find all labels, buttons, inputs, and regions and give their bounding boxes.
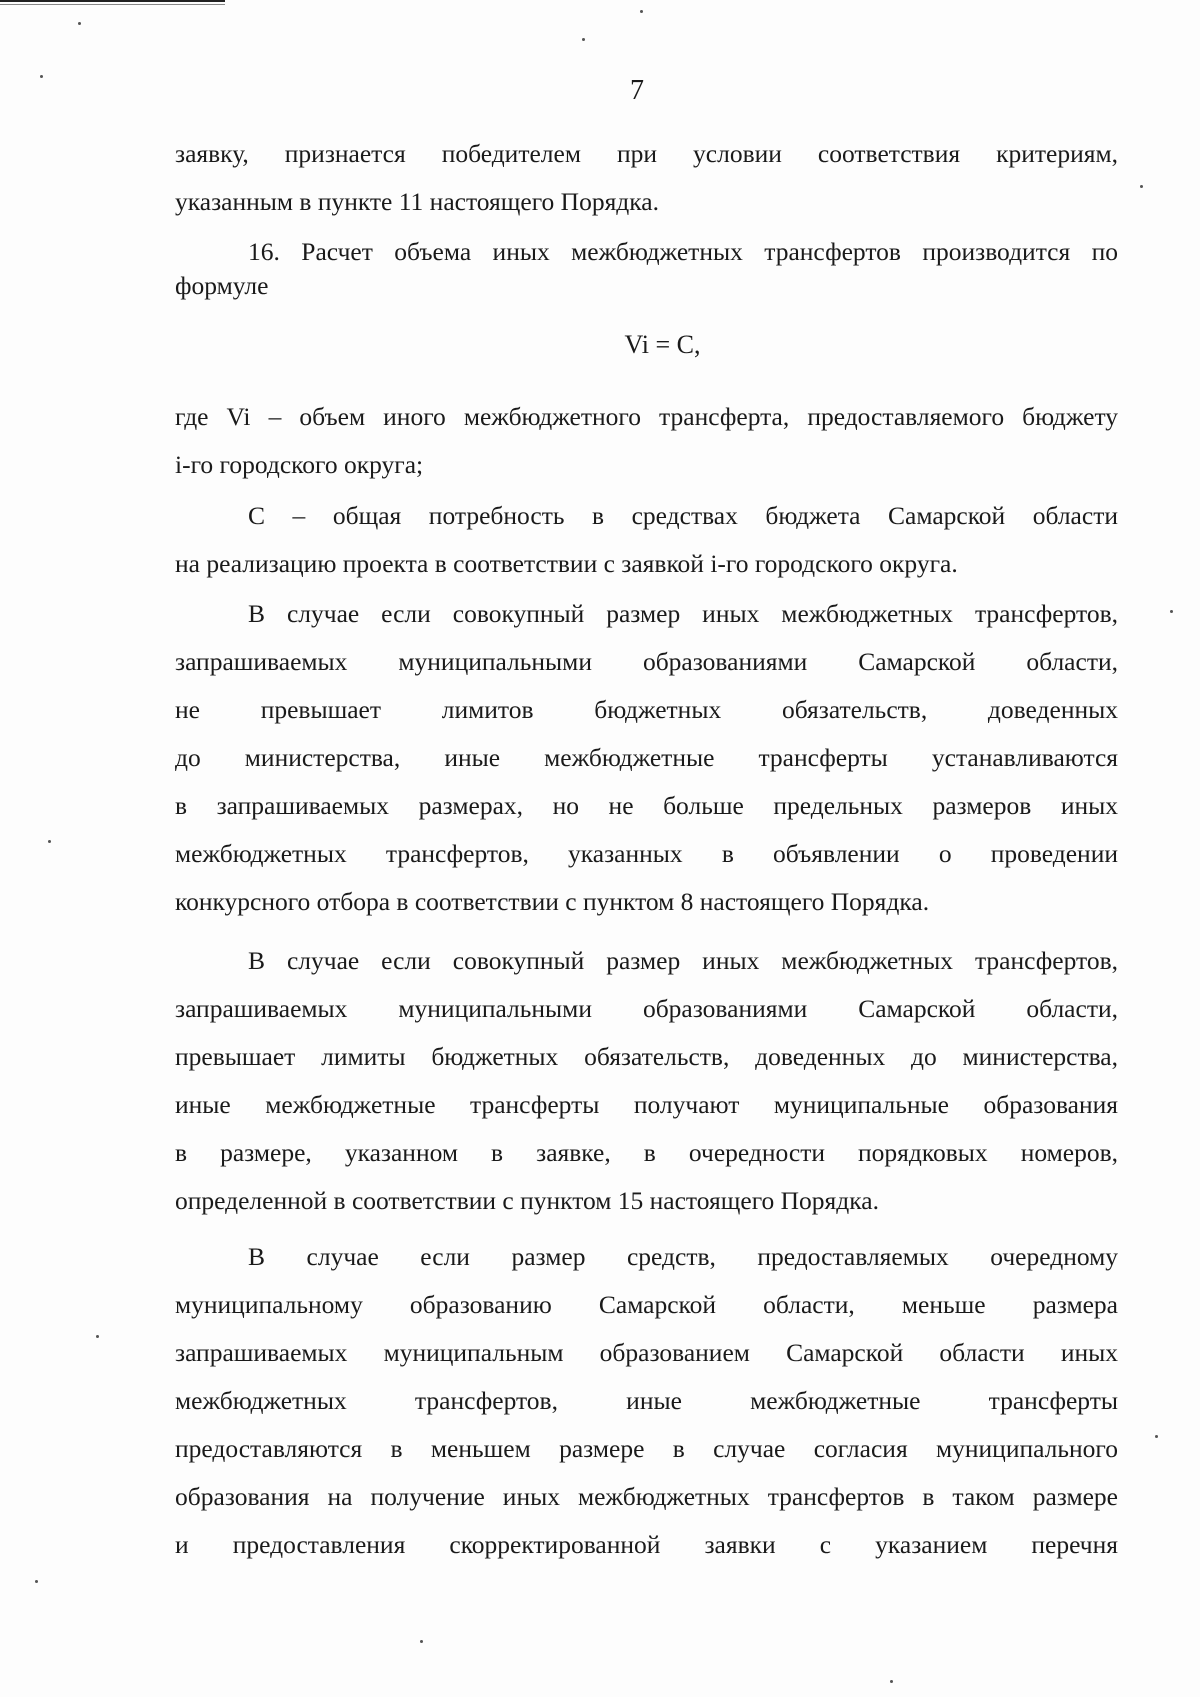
text-line: на реализацию проекта в соответствии с заявкой i-го городского округа. [175, 549, 958, 578]
scan-speck [1140, 185, 1143, 188]
scan-speck [420, 1640, 423, 1643]
text-line: В случае если совокупный размер иных межбюджетных трансфертов, [248, 946, 1118, 975]
text-line: В случае если размер средств, предоставляемых очередному [248, 1242, 1118, 1271]
text-line: и предоставления скорректированной заявки с указанием перечня [175, 1530, 1118, 1559]
text-line: образования на получение иных межбюджетных трансфертов в таком размере [175, 1482, 1118, 1511]
formula: Vi = C, [624, 330, 701, 359]
paragraph-item-16 [175, 228, 1118, 310]
text-line: указанным в пункте 11 настоящего Порядка. [175, 187, 659, 216]
text-line: запрашиваемых муниципальными образованиями Самарской области, [175, 994, 1118, 1023]
scan-speck [582, 38, 585, 41]
text-line: i-го городского округа; [175, 450, 424, 479]
text-line: В случае если совокупный размер иных межбюджетных трансфертов, [248, 599, 1118, 628]
text-line: иные межбюджетные трансферты получают муниципальные образования [175, 1090, 1118, 1119]
text-line: межбюджетных трансфертов, указанных в объявлении о проведении [175, 839, 1118, 868]
scan-speck [96, 1335, 99, 1338]
paragraph-continuation [175, 130, 1118, 226]
scan-speck [640, 10, 643, 13]
scan-speck [1170, 610, 1173, 613]
text-line: запрашиваемых муниципальными образованиями Самарской области, [175, 647, 1118, 676]
paragraph-definition-vi [175, 393, 1118, 489]
text-line: предоставляются в меньшем размере в случае согласия муниципального [175, 1434, 1118, 1463]
scan-speck [890, 1680, 893, 1683]
paragraph-definition-c [175, 492, 1118, 588]
text-line: запрашиваемых муниципальным образованием Самарской области иных [175, 1338, 1118, 1367]
text-line: в запрашиваемых размерах, но не больше предельных размеров иных [175, 791, 1118, 820]
text-line: формуле [175, 271, 269, 300]
page-number: 7 [630, 75, 644, 106]
paragraph-reduced-amount [175, 1233, 1118, 1569]
paragraph-limit-exceeded [175, 937, 1118, 1225]
text-line: заявку, признается победителем при условии соответствия критериям, [175, 139, 1118, 168]
scan-speck [1155, 1435, 1158, 1438]
text-line: в размере, указанном в заявке, в очередности порядковых номеров, [175, 1138, 1118, 1167]
scan-speck [35, 1580, 38, 1583]
text-line: муниципальному образованию Самарской области, меньше размера [175, 1290, 1118, 1319]
scan-speck [48, 840, 51, 843]
text-line: где Vi – объем иного межбюджетного трансферта, предоставляемого бюджету [175, 402, 1118, 431]
scan-speck [78, 22, 81, 25]
paragraph-limit-not-exceeded [175, 590, 1118, 926]
text-line: C – общая потребность в средствах бюджета Самарской области [248, 501, 1118, 530]
text-line: определенной в соответствии с пунктом 15 настоящего Порядка. [175, 1186, 879, 1215]
text-line: 16. Расчет объема иных межбюджетных трансфертов производится по [248, 237, 1118, 266]
scan-edge-mark [0, 0, 225, 2]
text-line: до министерства, иные межбюджетные трансферты устанавливаются [175, 743, 1118, 772]
text-line: превышает лимиты бюджетных обязательств, доведенных до министерства, [175, 1042, 1118, 1071]
text-line: конкурсного отбора в соответствии с пунктом 8 настоящего Порядка. [175, 887, 930, 916]
text-line: межбюджетных трансфертов, иные межбюджетные трансферты [175, 1386, 1118, 1415]
scan-speck [40, 75, 43, 78]
scan-edge-mark-thin [0, 4, 225, 5]
text-line: не превышает лимитов бюджетных обязательств, доведенных [175, 695, 1118, 724]
